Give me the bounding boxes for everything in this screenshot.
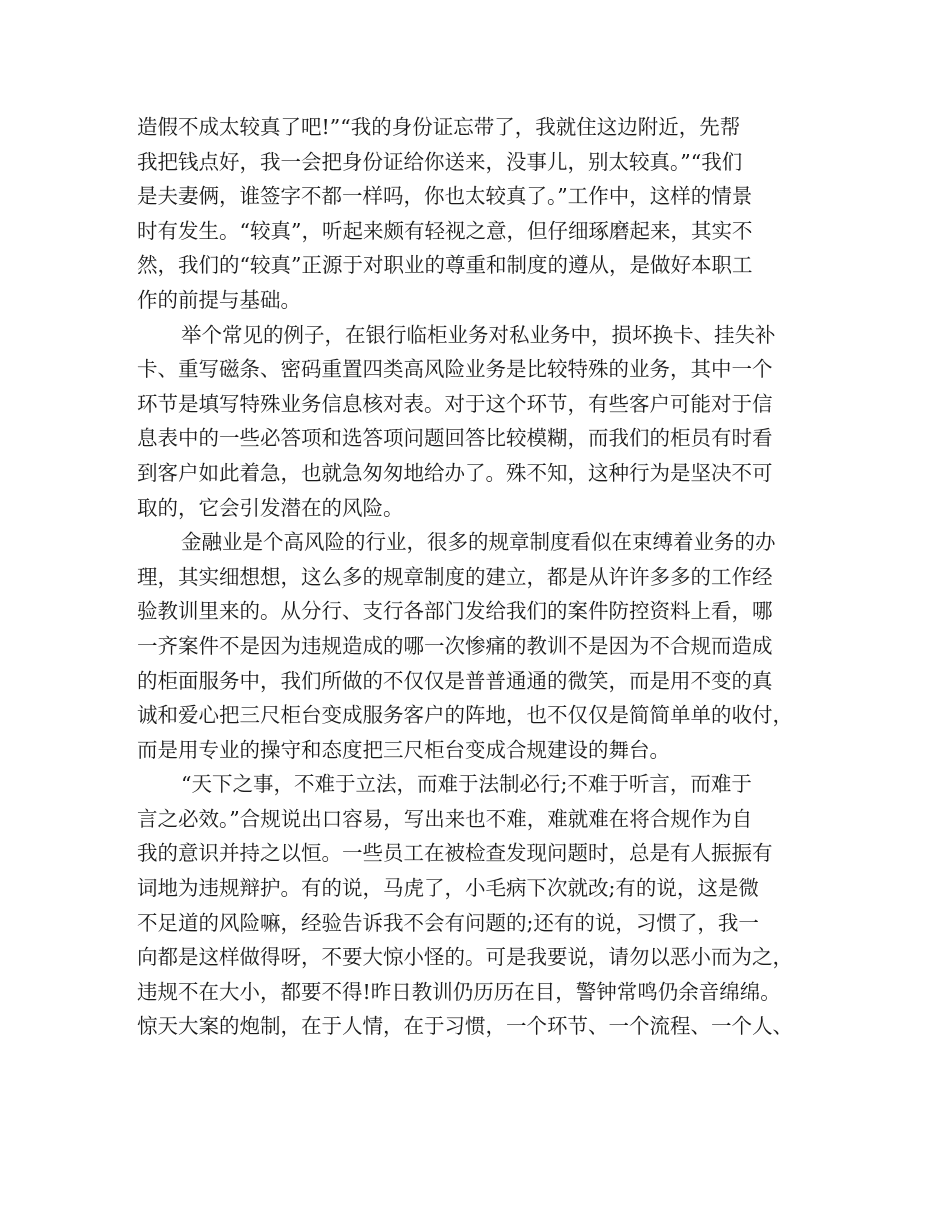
text-line: 造假不成太较真了吧!”“我的身份证忘带了，我就住这边附近，先帮 xyxy=(137,115,741,139)
text-line: 是夫妻俩，谁签字不都一样吗，你也太较真了。”工作中，这样的情景 xyxy=(137,184,753,209)
text-line: 息表中的一些必答项和选答项问题回答比较模糊，而我们的柜员有时看 xyxy=(137,426,773,451)
text-line: 而是用专业的操守和态度把三尺柜台变成合规建设的舞台。 xyxy=(137,737,670,762)
document-body xyxy=(137,110,827,1044)
text-line: 作的前提与基础。 xyxy=(137,287,301,312)
text-line: 卡、重写磁条、密码重置四类高风险业务是比较特殊的业务，其中一个 xyxy=(137,357,773,382)
text-line: 向都是这样做得呀，不要大惊小怪的。可是我要说，请勿以恶小而为之， xyxy=(137,945,793,970)
paragraph-first-line: “天下之事，不难于立法，而难于法制必行;不难于听言，而难于 xyxy=(181,772,752,797)
text-line: 词地为违规辩护。有的说，马虎了，小毛病下次就改;有的说，这是微 xyxy=(137,876,759,901)
text-line: 的柜面服务中，我们所做的不仅仅是普普通通的微笑，而是用不变的真 xyxy=(137,668,773,693)
text-line: 违规不在大小，都要不得!昨日教训仍历历在目，警钟常鸣仍余音绵绵。 xyxy=(137,979,781,1004)
text-line: 到客户如此着急，也就急匆匆地给办了。殊不知，这种行为是坚决不可 xyxy=(137,460,773,485)
text-line: 一齐案件不是因为违规造成的哪一次惨痛的教训不是因为不合规而造成 xyxy=(137,633,773,658)
text-line: 诚和爱心把三尺柜台变成服务客户的阵地，也不仅仅是简简单单的收付， xyxy=(137,703,793,728)
text-line: 言之必效。”合规说出口容易，写出来也不难，难就难在将合规作为自 xyxy=(137,806,753,831)
text-line: 我把钱点好，我一会把身份证给你送来，没事儿，别太较真。”“我们 xyxy=(137,149,743,174)
paragraph-first-line: 举个常见的例子，在银行临柜业务对私业务中，损坏换卡、挂失补 xyxy=(181,322,776,347)
paragraph-first-line: 金融业是个高风险的行业，很多的规章制度看似在束缚着业务的办 xyxy=(181,530,776,555)
text-line: 时有发生。“较真”，听起来颇有轻视之意，但仔细琢磨起来，其实不 xyxy=(137,218,753,243)
text-line: 我的意识并持之以恒。一些员工在被检查发现问题时，总是有人振振有 xyxy=(137,841,773,866)
text-line: 取的，它会引发潜在的风险。 xyxy=(137,495,404,520)
text-line: 不足道的风险嘛，经验告诉我不会有问题的;还有的说，习惯了，我一 xyxy=(137,910,759,935)
text-line: 然，我们的“较真”正源于对职业的尊重和制度的遵从，是做好本职工 xyxy=(137,253,753,278)
text-line: 环节是填写特殊业务信息核对表。对于这个环节，有些客户可能对于信 xyxy=(137,391,773,416)
text-line: 惊天大案的炮制，在于人情，在于习惯，一个环节、一个流程、一个人、 xyxy=(137,1014,793,1039)
text-line: 理，其实细想想，这么多的规章制度的建立，都是从许许多多的工作经 xyxy=(137,564,773,589)
text-line: 验教训里来的。从分行、支行各部门发给我们的案件防控资料上看，哪 xyxy=(137,599,773,624)
